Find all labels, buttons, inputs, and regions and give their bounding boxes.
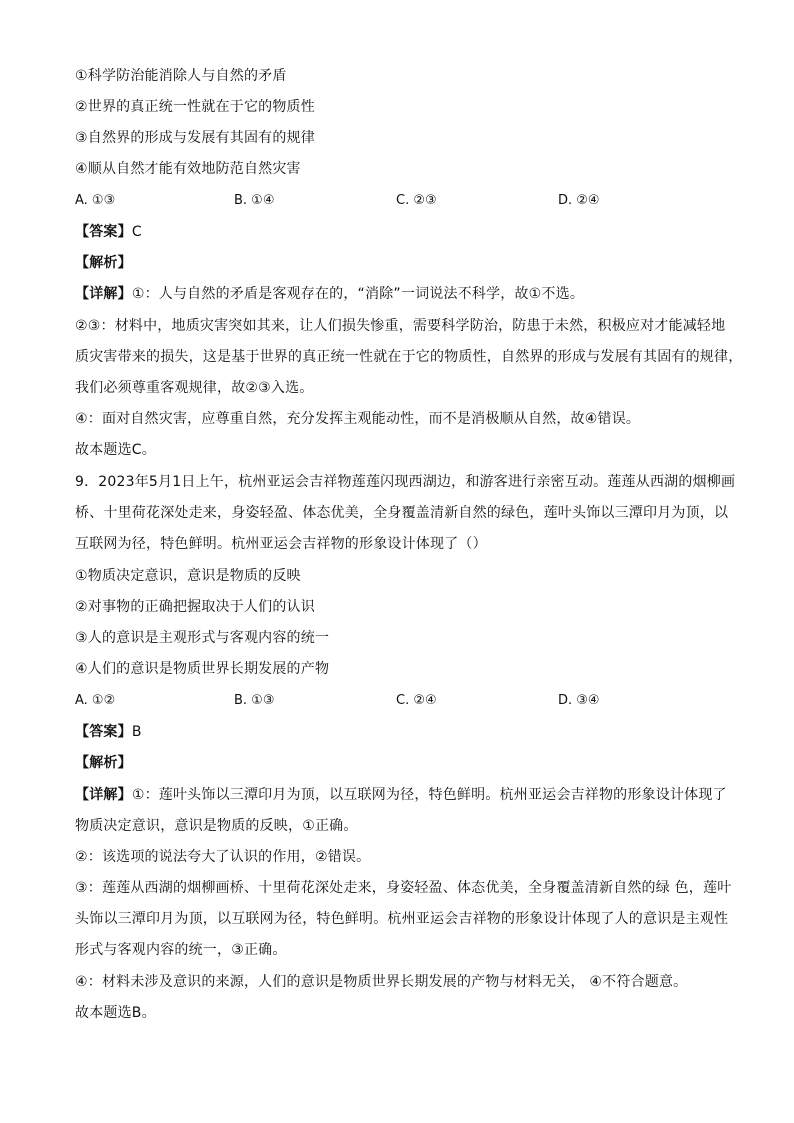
question-stem: 桥、十里荷花深处走来，身姿轻盈、体态优美，全身覆盖清新自然的绿色，莲叶头饰以三潭印月为顶，以 bbox=[75, 505, 729, 521]
detail-tag: 【详解】 bbox=[75, 286, 132, 302]
option-c: C. ②④ bbox=[396, 693, 437, 708]
statement-3: ③人的意识是主观形式与客观内容的统一 bbox=[75, 630, 330, 646]
question-stem: 互联网为径，特色鲜明。杭州亚运会吉祥物的形象设计体现了（） bbox=[75, 536, 487, 552]
statement-1: ①科学防治能消除人与自然的矛盾 bbox=[75, 68, 287, 84]
statement-4: ④人们的意识是物质世界长期发展的产物 bbox=[75, 661, 330, 677]
explanation-line: ④：面对自然灾害，应尊重自然，充分发挥主观能动性，而不是消极顺从自然，故④错误。 bbox=[75, 411, 641, 427]
analysis-tag: 【解析】 bbox=[75, 755, 132, 771]
explanation-text: ①：莲叶头饰以三潭印月为顶，以互联网为径，特色鲜明。杭州亚运会吉祥物的形象设计体现了 bbox=[131, 787, 727, 803]
statement-1: ①物质决定意识，意识是物质的反映 bbox=[75, 568, 301, 584]
option-d: D. ②④ bbox=[558, 193, 600, 208]
answer-line bbox=[75, 222, 735, 242]
statement-2: ②对事物的正确把握取决于人们的认识 bbox=[75, 599, 315, 615]
explanation-line: ②③：材料中，地质灾害突如其来，让人们损失惨重，需要科学防治，防患于未然，积极应对才能减轻地 bbox=[75, 318, 726, 334]
explanation-line: 物质决定意识，意识是物质的反映，①正确。 bbox=[75, 818, 358, 834]
conclusion-line: 故本题选C。 bbox=[75, 442, 156, 458]
conclusion-line: 故本题选B。 bbox=[75, 1005, 156, 1021]
answer-value: B bbox=[131, 724, 142, 740]
explanation-line: ②：该选项的说法夸大了认识的作用，②错误。 bbox=[75, 849, 371, 865]
answer-tag: 【答案】 bbox=[75, 724, 132, 740]
option-a: A. ①③ bbox=[75, 193, 116, 208]
answer-value: C bbox=[131, 224, 142, 240]
explanation-line: ③：莲莲从西湖的烟柳画桥、十里荷花深处走来，身姿轻盈、体态优美，全身覆盖清新自然的绿 色，莲叶 bbox=[75, 880, 732, 896]
explanation-line: 形式与客观内容的统一，③正确。 bbox=[75, 942, 287, 958]
analysis-tag: 【解析】 bbox=[75, 255, 132, 271]
explanation-line bbox=[75, 284, 735, 304]
detail-tag: 【详解】 bbox=[75, 787, 132, 803]
explanation-line: 质灾害带来的损失，这是基于世界的真正统一性就在于它的物质性，自然界的形成与发展有其固有的规律， bbox=[75, 349, 743, 365]
option-d: D. ③④ bbox=[558, 693, 600, 708]
explanation-line: 头饰以三潭印月为顶，以互联网为径，特色鲜明。杭州亚运会吉祥物的形象设计体现了人的意识是主观性 bbox=[75, 911, 729, 927]
option-b: B. ①④ bbox=[234, 193, 275, 208]
option-c: C. ②③ bbox=[396, 193, 437, 208]
statement-4: ④顺从自然才能有效地防范自然灾害 bbox=[75, 161, 301, 177]
explanation-line: ④：材料未涉及意识的来源，人们的意识是物质世界长期发展的产物与材料无关， ④不符合题意。 bbox=[75, 974, 688, 990]
explanation-line: 我们必须尊重客观规律，故②③入选。 bbox=[75, 380, 314, 396]
explanation-line bbox=[75, 785, 735, 805]
answer-tag: 【答案】 bbox=[75, 224, 132, 240]
statement-2: ②世界的真正统一性就在于它的物质性 bbox=[75, 99, 315, 115]
option-a: A. ①② bbox=[75, 693, 116, 708]
question-stem: 9．2023年5月1日上午，杭州亚运会吉祥物莲莲闪现西湖边，和游客进行亲密互动。莲莲从西湖的烟柳画 bbox=[75, 474, 736, 490]
answer-line bbox=[75, 722, 735, 742]
explanation-text: ①：人与自然的矛盾是客观存在的，“消除”一词说法不科学，故①不选。 bbox=[131, 286, 585, 302]
option-b: B. ①③ bbox=[234, 693, 275, 708]
statement-3: ③自然界的形成与发展有其固有的规律 bbox=[75, 130, 315, 146]
